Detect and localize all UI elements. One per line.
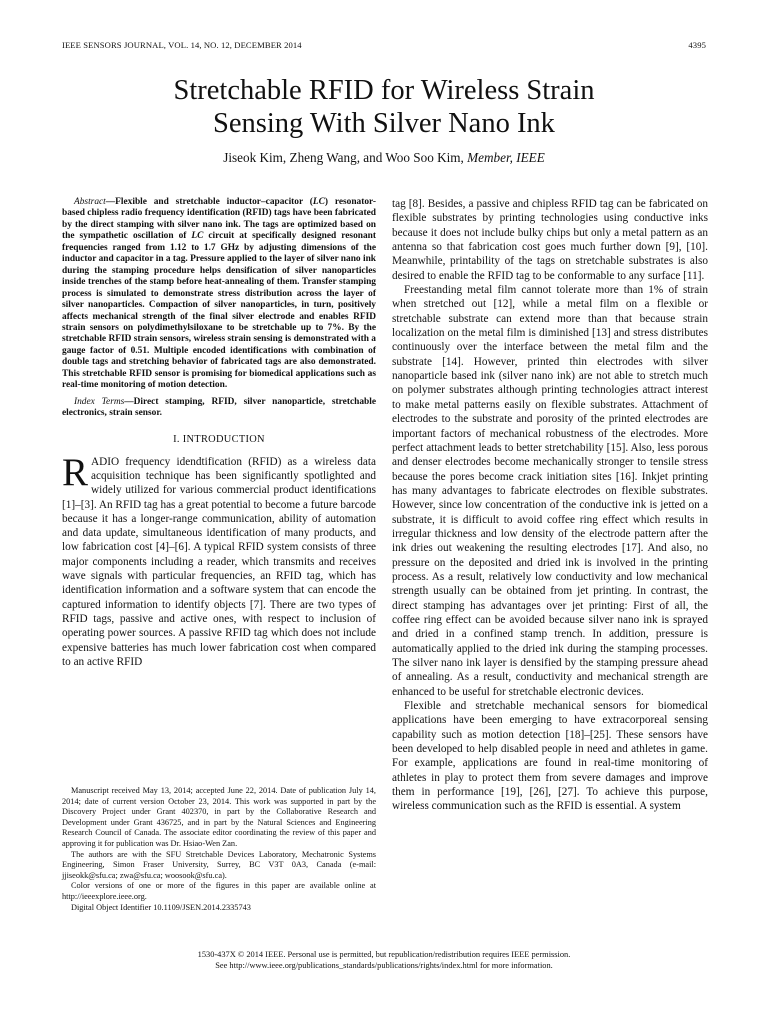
index-terms-text: Direct stamping, RFID, silver nanoparticle, stretchable electronics, strain sensor. <box>62 396 376 419</box>
footnote-doi: Digital Object Identifier 10.1109/JSEN.2014.2335743 <box>71 902 251 912</box>
author-membership: Member, IEEE <box>467 150 545 165</box>
running-header <box>62 40 706 50</box>
journal-name: IEEE SENSORS JOURNAL, VOL. 14, NO. 12, DECEMBER 2014 <box>62 40 302 50</box>
abstract <box>62 197 376 392</box>
section-number: I. <box>173 433 180 445</box>
body-paragraph: Flexible and stretchable mechanical sensors for biomedical applications have been emerging to have extracorporeal sensing capability such as motion detection [18]–[25]. These sensors have been developed to help disabled people in need and athletes in game. For example, applications are found in real-time monitoring of athletes in play to protect them from severe damages and improve them in performance [19], [26], [27]. To achieve this purpose, wireless communication such as the RFID is essential. A system <box>392 700 708 813</box>
copyright-line-1: 1530-437X © 2014 IEEE. Personal use is permitted, but republication/redistribution requires IEEE permission. <box>197 950 571 959</box>
drop-cap: R <box>62 450 89 494</box>
index-terms-label: Index Terms <box>74 396 125 407</box>
copyright-line-2: See http://www.ieee.org/publications_standards/publications/rights/index.html for more information. <box>215 961 553 970</box>
abstract-label: Abstract <box>74 197 106 207</box>
left-column <box>62 197 376 669</box>
author-list <box>40 150 728 166</box>
abstract-lc-1: LC <box>312 197 325 207</box>
index-terms-dash: — <box>124 396 134 407</box>
copyright-notice <box>40 949 728 971</box>
paper-title <box>40 74 728 140</box>
intro-smallcaps: ADIO <box>91 455 120 468</box>
right-column <box>392 197 708 814</box>
abstract-text-1: Flexible and stretchable inductor–capacitor ( <box>115 197 313 207</box>
introduction-paragraph <box>62 450 376 669</box>
title-line-1: Stretchable RFID for Wireless Strain <box>173 75 595 106</box>
intro-text: frequency idendtification (RFID) as a wireless data acquisition technique has been significantly spotlighted and widely utilized for various commercial product identifications [1]–[3]. An RFID tag has a great potential to become a future barcode because it has a longer-range communication, ability of automation and data update, simultaneous identification of many products, and low fabrication cost [4]–[6]. A typical RFID system consists of three major components including a reader, which transmits and receives wave signals with particular frequencies, an RFID tag, which has identification information and a software system that can encode the captured information to identify objects [7]. There are two types of RFID tags, passive and active ones, with respect to inclusion of operating power sources. A passive RFID tag which does not include expensive batteries has much lower fabrication cost when compared to an active RFID <box>62 455 376 668</box>
footnotes <box>62 786 376 913</box>
abstract-dash: — <box>105 197 116 207</box>
abstract-text-3: circuit at specifically designed resonant frequencies ranged from 1.12 to 1.7 GHz by adjusting dimensions of the inductor and capacitor in a tag. Pressure applied to the layer of silver nano ink during the stamping procedure helps densification of silver nanoparticles inside trenches of the stamp before heat-annealing of them. Transfer stamping process is simulated to demonstrate stress distribution across the layer of silver nanoparticles. Compaction of silver nanoparticles, in turn, positively affects mechanical strength of the final silver electrode and enables RFID strain sensors on polydimethylsiloxane to be stretchable up to 7%. By the stretchable RFID strain sensors, wireless strain sensing is demonstrated with a gauge factor of 0.51. Multiple encoded identifications with combination of double tags and stretching behavior of fabricated tags are also demonstrated. This stretchable RFID sensor is promising for biomedical applications such as real-time monitoring of motion detection. <box>62 231 376 391</box>
abstract-text-2: ) resonator-based chipless radio frequency identification (RFID) tags have been fabricated by the direct stamping with silver nano ink. The tags are optimized based on the sympathetic oscillation of <box>62 197 376 242</box>
body-paragraph: Freestanding metal film cannot tolerate more than 1% of strain when stretched out [12], while a metal film on a flexible or stretchable substrate can extend more than that because strain localization on the metal film is diminished [13] and stress distributes continuously over the interface between the metal film and the substrate [14]. However, printed thin electrodes with silver nanoparticle based ink (silver nano ink) are not able to stretch much on polymer substrates although printing technologies attract interest to make metal patterns easily on flexible substrates. Attachment of electrodes to the substrate and porosity of the printed electrodes are important factors of mechanical robustness of the electrodes. More perfect attachment leads to better stretchability [15]. Also, less porous and denser electrodes become mechanically stronger to tensile stress because the pores become crack initiation sites [16]. Inkjet printing has many advantages to fabricate electrodes on flexible substrates. However, since low concentration of the conductive ink is jetted on a substrate, it is difficult to avoid coffee ring effect which results in irregular thickness and low density of the electrode pattern after the ink dries out weakening the resulting electrodes [17]. And also, no pressure on the deposited and dried ink is involved in the printing process. As a result, relatively low conductivity and low mechanical strength usually can be obtained from jet printing. In contrast, the direct stamping has advantages over jet printing: First of all, the coffee ring effect can be avoided because silver nano ink is sprayed and dried in a confined stamp trench. In addition, pressure is automatically applied to the dried ink during the stamping processes. The silver nano ink layer is densified by the stamping pressure ahead of annealing. As a result, conductivity and mechanical strength are enhanced to be useful for stretchable electronic devices. <box>392 284 708 698</box>
body-paragraph: tag [8]. Besides, a passive and chipless RFID tag can be fabricated on flexible substrates by printing technologies using conductive inks because it does not include bulky chips but only a metal pattern as an antenna so that fabrication cost goes much further down [9], [10]. Meanwhile, printability of the tags on stretchable substrates is also desired to enable the RFID tag to be conformable to any surface [11]. <box>392 198 708 282</box>
index-terms <box>62 397 376 420</box>
section-title-rest: NTRODUCTION <box>186 433 265 445</box>
author-names: Jiseok Kim, Zheng Wang, and Woo Soo Kim, <box>223 150 464 165</box>
page-number: 4395 <box>688 40 706 50</box>
section-title-initial: I <box>182 433 187 445</box>
section-heading-introduction <box>62 433 376 447</box>
abstract-lc-2: LC <box>191 231 204 242</box>
title-line-2: Sensing With Silver Nano Ink <box>213 108 555 139</box>
footnote-color: Color versions of one or more of the figures in this paper are available online at http://ieeexplore.ieee.org. <box>62 881 376 901</box>
footnote-affiliation: The authors are with the SFU Stretchable Devices Laboratory, Mechatronic Systems Engineering, Simon Fraser University, Surrey, BC V3T 0A3, Canada (e-mail: jjiseokk@sfu.ca; zwa@sfu.ca; woosook@sfu.ca). <box>62 849 376 880</box>
footnote-manuscript: Manuscript received May 13, 2014; accepted June 22, 2014. Date of publication July 14, 2014; date of current version October 23, 2014. This work was supported in part by the Discovery Project under Grant 402370, in part by the Collaborative Research and Development under Grant 436725, and in part by the Natural Sciences and Engineering Research Council of Canada. The associate editor coordinating the review of this paper and approving it for publication was Dr. Hsiao-Wen Zan. <box>62 786 376 848</box>
